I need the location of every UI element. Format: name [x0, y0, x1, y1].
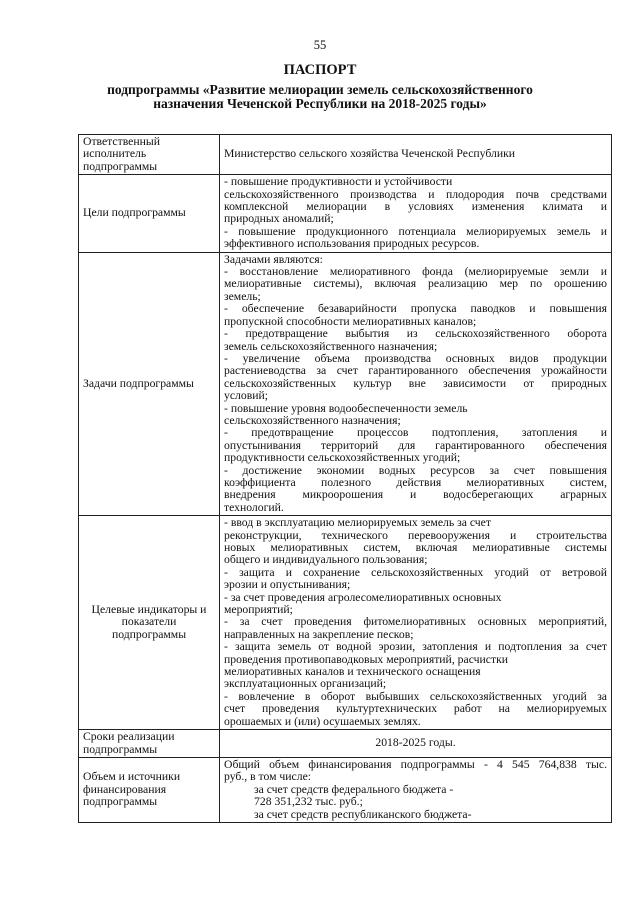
row-label-indicators: Целевые индикаторы и показатели подпрограммы — [79, 516, 220, 730]
table-row — [79, 175, 612, 252]
document-title: ПАСПОРТ — [283, 62, 357, 78]
row-content-indicators: - ввод в эксплуатацию мелиорируемых земель за счет реконструкции, технического перевооружения и строительства новых мелиоративных систем, включая мелиоративные системы общего и индивидуального пользования; - защита и сохранение сельскохозяйственных угодий от ветровой эрозии и опустынивания; - за счет проведения агролесомелиоративных основных мероприятий; - за счет проведения фитомелиоративных основных мероприятий, направленных на закрепление песков; - защита земель от водной эрозии, затопления и подтопления за счет проведения противопаводковых мероприятий, расчистки мелиоративных каналов и технического оснащения эксплуатационных организаций; - вовлечение в оборот выбывших сельскохозяйственных угодий за счет проведения культуртехнических работ на мелиорируемых орошаемых и (или) осушаемых землях. — [220, 516, 612, 730]
row-label-executor: Ответственный исполнитель подпрограммы — [79, 135, 220, 175]
row-content-goals: - повышение продуктивности и устойчивости сельскохозяйственного производства и плодородия почв средствами комплексной мелиорации в условиях изменения климата и природных аномалий; - повышение продукционного потенциала мелиорируемых земель и эффективного использования природных ресурсов. — [220, 175, 612, 252]
row-label-financing: Объем и источники финансирования подпрограммы — [79, 757, 220, 822]
row-label-period: Сроки реализации подпрограммы — [79, 730, 220, 758]
document-subtitle — [80, 83, 560, 111]
subtitle-line: подпрограммы «Развитие мелиорации земель сельскохозяйственного — [107, 82, 533, 97]
table-row — [79, 730, 612, 758]
table-row — [79, 757, 612, 822]
row-content-period: 2018-2025 годы. — [220, 730, 612, 758]
row-content-executor: Министерство сельского хозяйства Чеченской Республики — [220, 135, 612, 175]
row-content-tasks: Задачами являются: - восстановление мелиоративного фонда (мелиорируемые земли и мелиоративные системы), включая реализацию мер по орошению земель; - обеспечение безаварийности пропуска паводков и повышения пропускной способности мелиоративных каналов; - предотвращение выбытия из сельскохозяйственного оборота земель сельскохозяйственного назначения; - увеличение объема производства основных видов продукции растениеводства за счет гарантированного обеспечения урожайности сельскохозяйственных культур вне зависимости от природных условий; - повышение уровня водообеспеченности земель сельскохозяйственного назначения; - предотвращение процессов подтопления, затопления и опустынивания территорий для гарантированного обеспечения продуктивности сельскохозяйственных угодий; - достижение экономии водных ресурсов за счет повышения коэффициента полезного действия мелиоративных систем, внедрения микроорошения и водосберегающих аграрных технологий. — [220, 252, 612, 516]
page-number: 55 — [313, 38, 327, 52]
row-label-tasks: Задачи подпрограммы — [79, 252, 220, 516]
table-row — [79, 252, 612, 516]
row-content-financing: Общий объем финансирования подпрограммы - 4 545 764,838 тыс. руб., в том числе: за счет средств федерального бюджета - 728 351,232 тыс. руб.; за счет средств республиканского бюджета- — [220, 757, 612, 822]
subtitle-line: назначения Чеченской Республики на 2018-2025 годы» — [153, 96, 487, 111]
row-label-goals: Цели подпрограммы — [79, 175, 220, 252]
table-row — [79, 135, 612, 175]
passport-table — [78, 134, 612, 823]
table-row — [79, 516, 612, 730]
